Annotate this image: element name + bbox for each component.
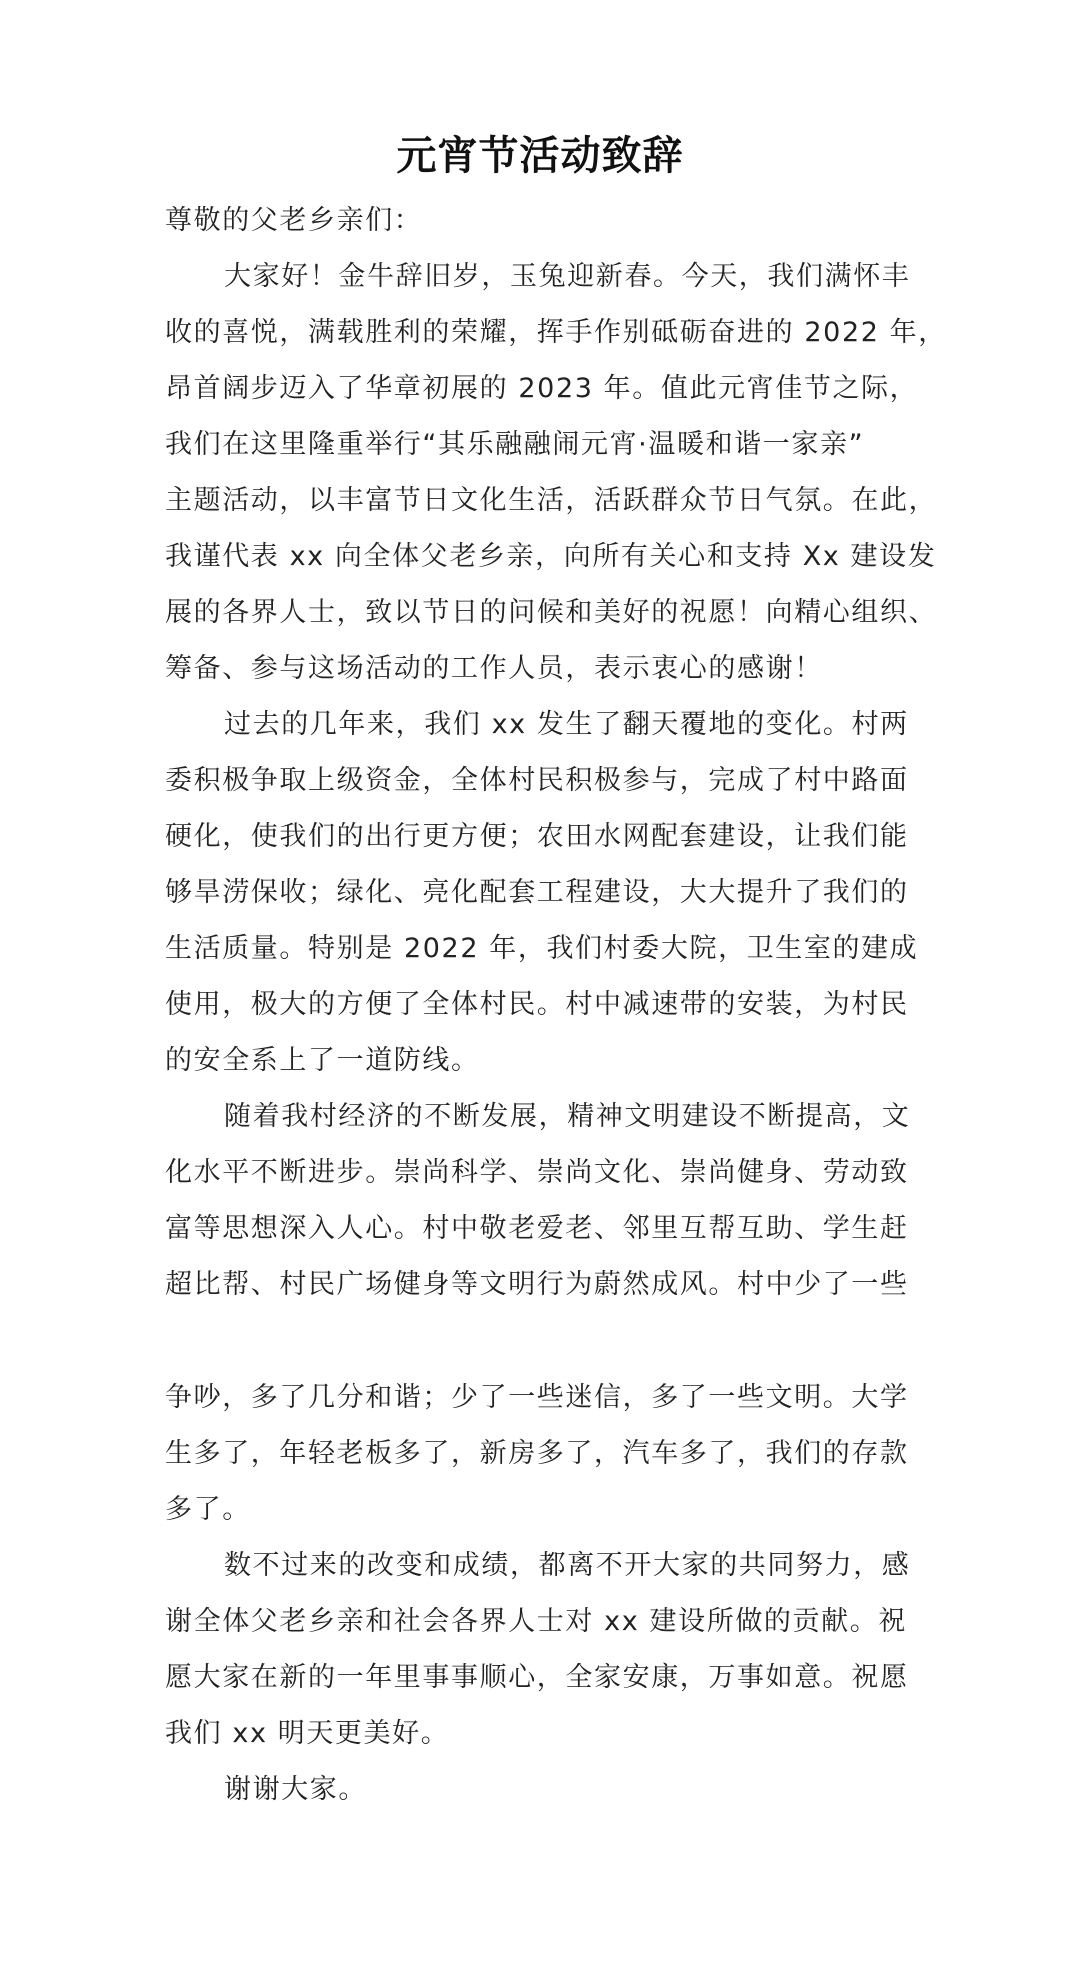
paragraph-2-line-1: 过去的几年来，我们 xx 发生了翻天覆地的变化。村两: [224, 709, 909, 740]
paragraph-4-line-3: 愿大家在新的一年里事事顺心，全家安康，万事如意。祝愿: [165, 1662, 909, 1693]
paragraph-4-line-2: 谢全体父老乡亲和社会各界人士对 xx 建设所做的贡献。祝: [165, 1606, 907, 1637]
paragraph-3-line-3: 富等思想深入人心。村中敬老爱老、邻里互帮互助、学生赶: [165, 1213, 909, 1244]
paragraph-2-line-6: 使用，极大的方便了全体村民。村中减速带的安装，为村民: [165, 989, 909, 1020]
paragraph-2-line-4: 够旱涝保收；绿化、亮化配套工程建设，大大提升了我们的: [165, 877, 909, 908]
paragraph-1-line-8: 筹备、参与这场活动的工作人员，表示衷心的感谢！: [165, 653, 823, 684]
paragraph-2-line-5: 生活质量。特别是 2022 年，我们村委大院，卫生室的建成: [165, 933, 919, 964]
paragraph-1-line-6: 我谨代表 xx 向全体父老乡亲，向所有关心和支持 Xx 建设发: [165, 541, 937, 572]
paragraph-3-line-6: 生多了，年轻老板多了，新房多了，汽车多了，我们的存款: [165, 1438, 909, 1469]
paragraph-2-line-2: 委积极争取上级资金，全体村民积极参与，完成了村中路面: [165, 765, 909, 796]
paragraph-4-line-1: 数不过来的改变和成绩，都离不开大家的共同努力，感: [224, 1550, 911, 1581]
paragraph-3-line-5: 争吵，多了几分和谐；少了一些迷信，多了一些文明。大学: [165, 1382, 909, 1413]
paragraph-1-line-3: 昂首阔步迈入了华章初展的 2023 年。值此元宵佳节之际，: [165, 373, 919, 404]
paragraph-3-line-7: 多了。: [165, 1494, 251, 1525]
closing-line: 谢谢大家。: [224, 1774, 367, 1805]
paragraph-1-line-4: 我们在这里隆重举行“其乐融融闹元宵·温暖和谐一家亲”: [165, 429, 865, 460]
paragraph-1-line-7: 展的各界人士，致以节日的问候和美好的祝愿！向精心组织、: [165, 597, 938, 628]
paragraph-1-line-1: 大家好！金牛辞旧岁，玉兔迎新春。今天，我们满怀丰: [224, 261, 911, 292]
paragraph-3-line-1: 随着我村经济的不断发展，精神文明建设不断提高，文: [224, 1101, 911, 1132]
salutation: 尊敬的父老乡亲们：: [165, 205, 423, 236]
paragraph-3-line-2: 化水平不断进步。崇尚科学、崇尚文化、崇尚健身、劳动致: [165, 1157, 909, 1188]
paragraph-4-line-4: 我们 xx 明天更美好。: [165, 1718, 450, 1749]
document-title: 元宵节活动致辞: [396, 132, 684, 179]
paragraph-3-line-4: 超比帮、村民广场健身等文明行为蔚然成风。村中少了一些: [165, 1269, 909, 1300]
paragraph-1-line-2: 收的喜悦，满载胜利的荣耀，挥手作别砥砺奋进的 2022 年，: [165, 317, 947, 348]
paragraph-2-line-3: 硬化，使我们的出行更方便；农田水网配套建设，让我们能: [165, 821, 909, 852]
paragraph-1-line-5: 主题活动，以丰富节日文化生活，活跃群众节日气氛。在此，: [165, 485, 938, 516]
paragraph-2-line-7: 的安全系上了一道防线。: [165, 1045, 480, 1076]
